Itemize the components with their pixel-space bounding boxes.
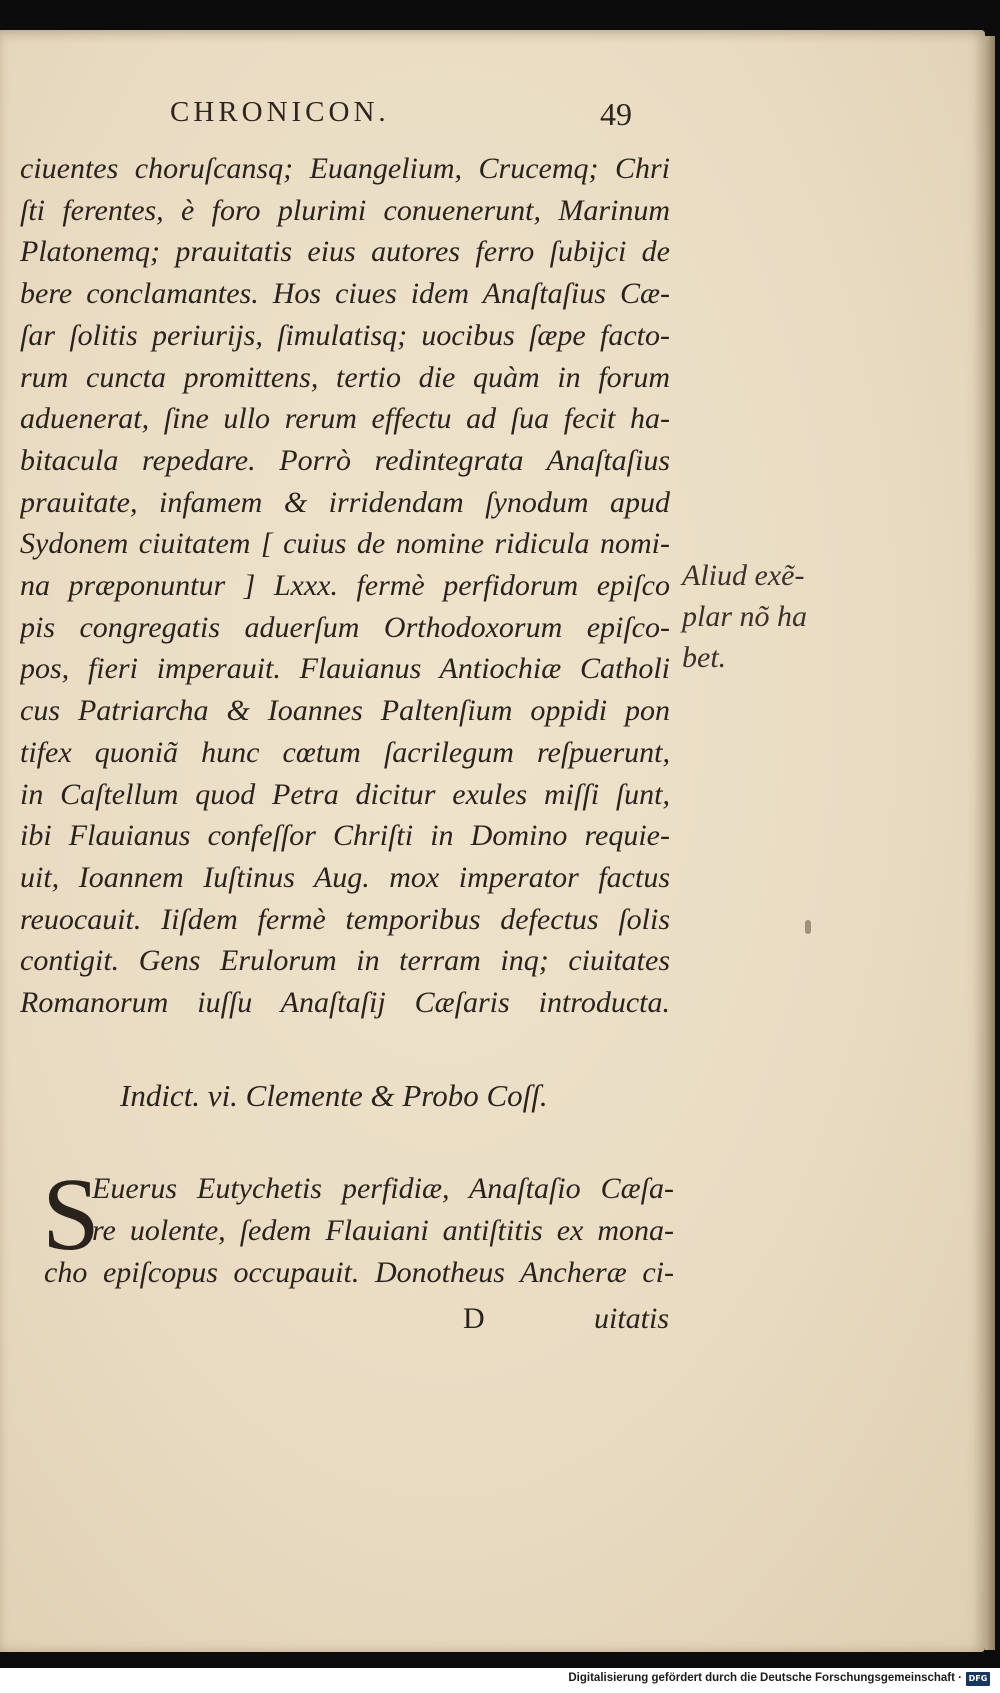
text-line: bere conclamantes. Hos ciues idem Anaſtaſius Cæ-	[20, 277, 670, 311]
text-line: Sydonem ciuitatem [ cuius de nomine ridicula nomi-	[20, 527, 670, 561]
signature-mark: D	[463, 1302, 485, 1335]
text-line: contigit. Gens Erulorum in terram inq; ciuitates	[20, 944, 670, 978]
text-line: in Caſtellum quod Petra dicitur exules miſſi ſunt,	[20, 777, 670, 811]
margin-note-line: Aliud exẽ-	[682, 559, 805, 592]
paper-blemish	[805, 920, 811, 934]
margin-note-line: bet.	[682, 641, 727, 674]
text-line: reuocauit. Iiſdem fermè temporibus defectus ſolis	[20, 902, 670, 936]
text-line: ciuentes choruſcansq; Euangelium, Crucemq; Chri	[20, 152, 670, 185]
text-line: Platonemq; prauitatis eius autores ferro ſubijci de	[20, 235, 670, 269]
text-line: Romanorum iuſſu Anaſtaſij Cæſaris introducta.	[20, 986, 670, 1020]
footer-bar	[0, 1668, 1000, 1693]
dfg-logo-icon: DFG	[966, 1672, 990, 1686]
text-line: cus Patriarcha & Ioannes Paltenſium oppidi pon	[20, 694, 670, 728]
text-line: bitacula repedare. Porrò redintegrata Anaſtaſius	[20, 443, 670, 477]
main-text-block	[20, 148, 670, 1024]
drop-cap: S	[42, 1157, 100, 1272]
text-line: ſar ſolitis periurijs, ſimulatisq; uocibus ſæpe facto-	[20, 318, 670, 352]
page-number: 49	[600, 96, 632, 132]
text-line: Euerus Eutychetis perfidiæ, Anaſtaſio Cæſa-	[92, 1172, 674, 1205]
page-edge	[985, 36, 995, 1650]
text-line: cho epiſcopus occupauit. Donotheus Ancheræ ci-	[44, 1256, 674, 1289]
second-paragraph	[44, 1168, 674, 1294]
funding-credit: Digitalisierung gefördert durch die Deutsche Forschungsgemeinschaft ·	[568, 1672, 962, 1684]
catchword: uitatis	[594, 1302, 670, 1335]
text-line: ſti ferentes, è foro plurimi conuenerunt, Marinum	[20, 193, 670, 227]
running-head: CHRONICON.	[170, 96, 390, 128]
text-line: uit, Ioannem Iuſtinus Aug. mox imperator factus	[20, 860, 670, 894]
text-line: aduenerat, ſine ullo rerum effectu ad ſua fecit ha-	[20, 402, 670, 436]
text-line: pos, fieri imperauit. Flauianus Antiochiæ Catholi	[20, 652, 670, 686]
text-line: re uolente, ſedem Flauiani antiſtitis ex mona-	[92, 1214, 674, 1247]
margin-note	[682, 555, 842, 678]
text-line: rum cuncta promittens, tertio die quàm in forum	[20, 360, 670, 394]
text-line: prauitate, infamem & irridendam ſynodum apud	[20, 485, 670, 519]
text-line: pis congregatis aduerſum Orthodoxorum epiſco-	[20, 610, 670, 644]
text-line: na præponuntur ] Lxxx. fermè perfidorum epiſco	[20, 569, 670, 603]
section-heading: Indict. vi. Clemente & Probo Coſſ.	[120, 1078, 548, 1113]
text-line: ibi Flauianus confeſſor Chriſti in Domino requie-	[20, 819, 670, 853]
text-line: tifex quoniã hunc cœtum ſacrilegum reſpuerunt,	[20, 735, 670, 769]
margin-note-line: plar nõ ha	[682, 600, 808, 633]
